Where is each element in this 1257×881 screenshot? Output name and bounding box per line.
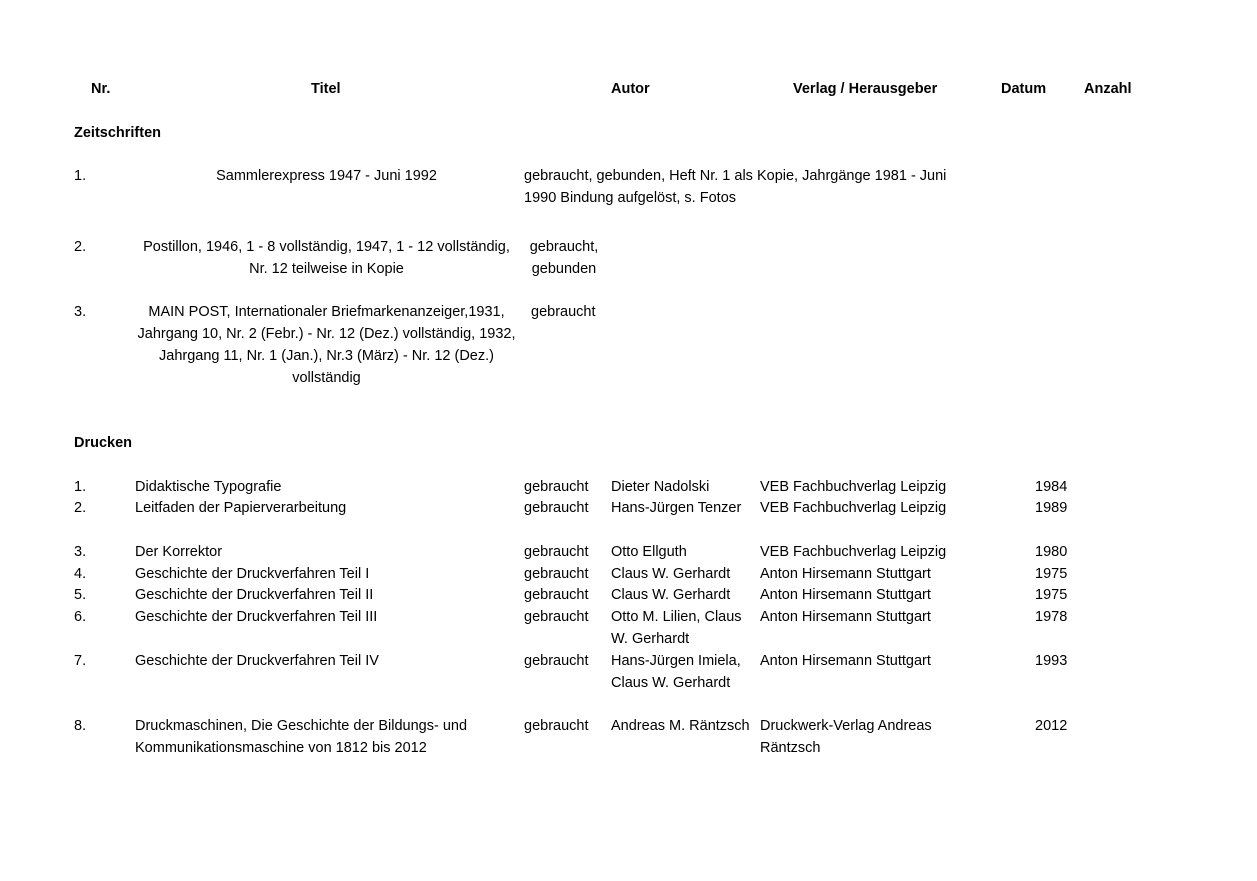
row-author: Hans-Jürgen Tenzer bbox=[611, 500, 742, 516]
row-title: Geschichte der Druckverfahren Teil IV bbox=[135, 653, 379, 669]
row-status: gebraucht bbox=[524, 609, 589, 625]
row-nr: 3. bbox=[74, 304, 87, 320]
row-publisher: Anton Hirsemann Stuttgart bbox=[760, 587, 931, 603]
row-publisher: Druckwerk-Verlag Andreas Räntzsch bbox=[760, 718, 932, 756]
row-nr: 2. bbox=[74, 500, 87, 516]
row-year: 1978 bbox=[1035, 609, 1068, 625]
row-status: gebraucht bbox=[531, 304, 596, 320]
row-title: Sammlerexpress 1947 - Juni 1992 bbox=[216, 168, 437, 184]
row-status: gebraucht bbox=[524, 587, 589, 603]
row-title: MAIN POST, Internationaler Briefmarkenanzeiger,1931, Jahrgang 10, Nr. 2 (Febr.) - Nr. 12 (Dez.) vollständig, 1932, Jahrgang 11, Nr. 1 (Jan.), Nr.3 (März) - Nr. 12 (Dez.) vollständig bbox=[137, 304, 516, 386]
row-year: 1980 bbox=[1035, 544, 1068, 560]
header-nr: Nr. bbox=[91, 81, 111, 97]
section-title-zeitschriften: Zeitschriften bbox=[74, 125, 162, 141]
row-title: Postillon, 1946, 1 - 8 vollständig, 1947, 1 - 12 vollständig, Nr. 12 teilweise in Kopie bbox=[143, 239, 510, 277]
row-title: Leitfaden der Papierverarbeitung bbox=[135, 500, 347, 516]
row-nr: 1. bbox=[74, 168, 87, 184]
row-year: 2012 bbox=[1035, 718, 1068, 734]
row-nr: 6. bbox=[74, 609, 87, 625]
row-status: gebraucht, gebunden, Heft Nr. 1 als Kopie, Jahrgänge 1981 - Juni 1990 Bindung aufgelöst, s. Fotos bbox=[524, 168, 947, 206]
row-author: Claus W. Gerhardt bbox=[611, 566, 731, 582]
row-publisher: Anton Hirsemann Stuttgart bbox=[760, 653, 931, 669]
row-publisher: VEB Fachbuchverlag Leipzig bbox=[760, 479, 947, 495]
row-author: Hans-Jürgen Imiela, Claus W. Gerhardt bbox=[611, 653, 741, 691]
row-author: Andreas M. Räntzsch bbox=[611, 718, 750, 734]
row-year: 1993 bbox=[1035, 653, 1068, 669]
row-nr: 8. bbox=[74, 718, 87, 734]
row-year: 1975 bbox=[1035, 587, 1068, 603]
row-status: gebraucht bbox=[524, 479, 589, 495]
row-title: Geschichte der Druckverfahren Teil III bbox=[135, 609, 378, 625]
header-datum: Datum bbox=[1001, 81, 1047, 97]
header-autor: Autor bbox=[611, 81, 650, 97]
row-status: gebraucht bbox=[524, 544, 589, 560]
row-title: Druckmaschinen, Die Geschichte der Bildungs- und Kommunikationsmaschine von 1812 bis 2012 bbox=[135, 718, 468, 756]
row-publisher: VEB Fachbuchverlag Leipzig bbox=[760, 500, 947, 516]
row-title: Der Korrektor bbox=[135, 544, 223, 560]
header-anzahl: Anzahl bbox=[1084, 81, 1132, 97]
row-year: 1975 bbox=[1035, 566, 1068, 582]
row-nr: 5. bbox=[74, 587, 87, 603]
row-year: 1989 bbox=[1035, 500, 1068, 516]
row-author: Claus W. Gerhardt bbox=[611, 587, 731, 603]
section-title-drucken: Drucken bbox=[74, 435, 133, 451]
row-title: Didaktische Typografie bbox=[135, 479, 282, 495]
row-publisher: Anton Hirsemann Stuttgart bbox=[760, 566, 931, 582]
header-titel: Titel bbox=[311, 81, 341, 97]
row-author: Dieter Nadolski bbox=[611, 479, 710, 495]
row-nr: 3. bbox=[74, 544, 87, 560]
row-status: gebraucht bbox=[524, 653, 589, 669]
row-publisher: VEB Fachbuchverlag Leipzig bbox=[760, 544, 947, 560]
row-title: Geschichte der Druckverfahren Teil I bbox=[135, 566, 370, 582]
row-status: gebraucht, gebunden bbox=[529, 239, 599, 277]
row-nr: 1. bbox=[74, 479, 87, 495]
row-status: gebraucht bbox=[524, 718, 589, 734]
row-year: 1984 bbox=[1035, 479, 1068, 495]
row-nr: 4. bbox=[74, 566, 87, 582]
row-author: Otto M. Lilien, Claus W. Gerhardt bbox=[611, 609, 742, 647]
row-author: Otto Ellguth bbox=[611, 544, 687, 560]
row-publisher: Anton Hirsemann Stuttgart bbox=[760, 609, 931, 625]
row-title: Geschichte der Druckverfahren Teil II bbox=[135, 587, 374, 603]
row-status: gebraucht bbox=[524, 500, 589, 516]
row-nr: 7. bbox=[74, 653, 87, 669]
row-status: gebraucht bbox=[524, 566, 589, 582]
header-verlag: Verlag / Herausgeber bbox=[793, 81, 938, 97]
row-nr: 2. bbox=[74, 239, 87, 255]
